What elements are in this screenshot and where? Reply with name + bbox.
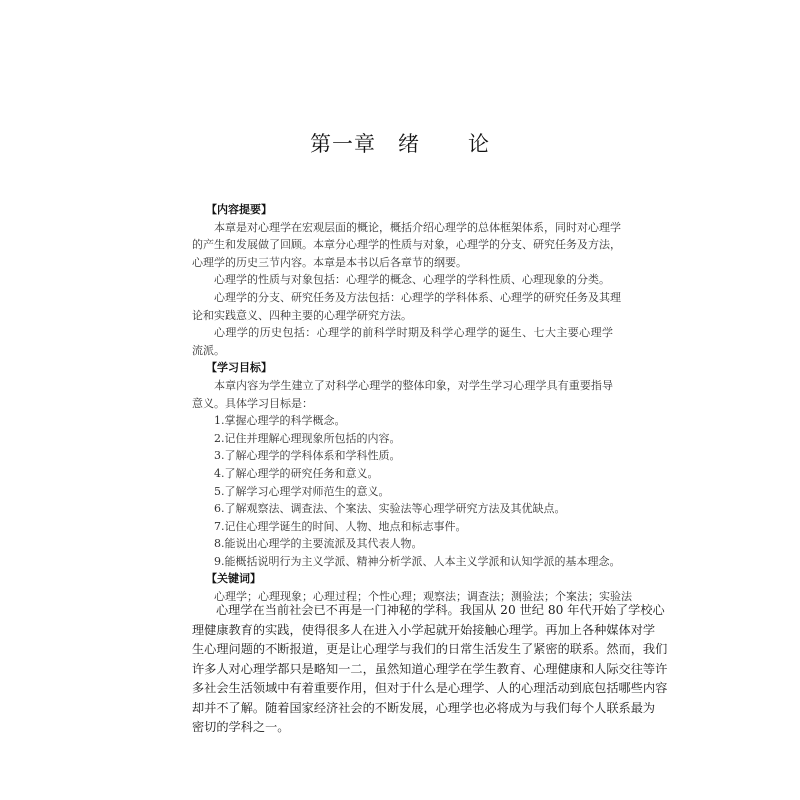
body-line: 理健康教育的实践，使得很多人在进入小学起就开始接触心理学。再加上各种媒体对学 bbox=[192, 622, 656, 637]
summary-section bbox=[192, 201, 632, 606]
objectives-heading: 【学习目标】 bbox=[206, 361, 272, 375]
objective-item: 9.能概括说明行为主义学派、精神分析学派、人本主义学派和认知学派的基本理念。 bbox=[214, 554, 621, 568]
objective-item: 5.了解学习心理学对师范生的意义。 bbox=[214, 484, 390, 498]
keywords-text: 心理学；心理现象；心理过程；个性心理；观察法；调查法；测验法；个案法；实验法 bbox=[214, 590, 632, 604]
objective-item: 4.了解心理学的研究任务和意义。 bbox=[214, 466, 379, 480]
keywords-heading: 【关键词】 bbox=[206, 572, 261, 586]
body-line: 生心理问题的不断报道，更是让心理学与我们的日常生活发生了紧密的联系。然而，我们 bbox=[192, 642, 668, 656]
body-line: 却并不了解。随着国家经济社会的不断发展，心理学也必将成为与我们每个人联系最为 bbox=[192, 700, 656, 715]
objectives-intro-line: 意义。具体学习目标是： bbox=[192, 396, 313, 410]
summary-line: 的产生和发展做了回顾。本章分心理学的性质与对象，心理学的分支、研究任务及方法， bbox=[192, 238, 621, 252]
objective-item: 1.掌握心理学的科学概念。 bbox=[214, 414, 346, 428]
summary-line: 心理学的历史包括：心理学的前科学时期及科学心理学的诞生、七大主要心理学 bbox=[214, 326, 613, 340]
summary-line: 心理学的性质与对象包括：心理学的概念、心理学的学科性质、心理现象的分类。 bbox=[214, 273, 610, 287]
summary-line: 本章是对心理学在宏观层面的概论，概括介绍心理学的总体框架体系，同时对心理学 bbox=[214, 220, 621, 234]
chapter-number: 第一章 bbox=[310, 132, 376, 156]
body-paragraph bbox=[192, 601, 668, 738]
objective-item: 2.记住并理解心理现象所包括的内容。 bbox=[214, 431, 401, 445]
chapter-title bbox=[0, 128, 800, 158]
objective-item: 7.记住心理学诞生的时间、人物、地点和标志事件。 bbox=[214, 519, 467, 533]
summary-heading: 【内容提要】 bbox=[206, 203, 272, 216]
body-line: 许多人对心理学都只是略知一二，虽然知道心理学在学生教育、心理健康和人际交往等许 bbox=[192, 661, 668, 676]
objective-item: 3.了解心理学的学科体系和学科性质。 bbox=[214, 449, 401, 463]
objectives-intro-line: 本章内容为学生建立了对科学心理学的整体印象，对学生学习心理学具有重要指导 bbox=[214, 378, 613, 392]
chapter-title-char-1: 绪 bbox=[398, 132, 420, 156]
body-line: 多社会生活领域中有着重要作用，但对于什么是心理学、人的心理活动到底包括哪些内容 bbox=[192, 681, 668, 695]
summary-line: 流派。 bbox=[192, 343, 225, 357]
objective-item: 6.了解观察法、调查法、个案法、实验法等心理学研究方法及其优缺点。 bbox=[214, 502, 566, 516]
summary-line: 论和实践意义、四种主要的心理学研究方法。 bbox=[192, 308, 412, 322]
chapter-title-char-2: 论 bbox=[468, 132, 490, 156]
objective-item: 8.能说出心理学的主要流派及其代表人物。 bbox=[214, 537, 423, 551]
summary-line: 心理学的历史三节内容。本章是本书以后各章节的纲要。 bbox=[192, 255, 467, 269]
body-line: 密切的学科之一。 bbox=[192, 720, 290, 734]
body-line: 心理学在当前社会已不再是一门神秘的学科。我国从 20 世纪 80 年代开始了学校心 bbox=[216, 603, 665, 617]
summary-line: 心理学的分支、研究任务及方法包括：心理学的学科体系、心理学的研究任务及其理 bbox=[214, 290, 621, 304]
